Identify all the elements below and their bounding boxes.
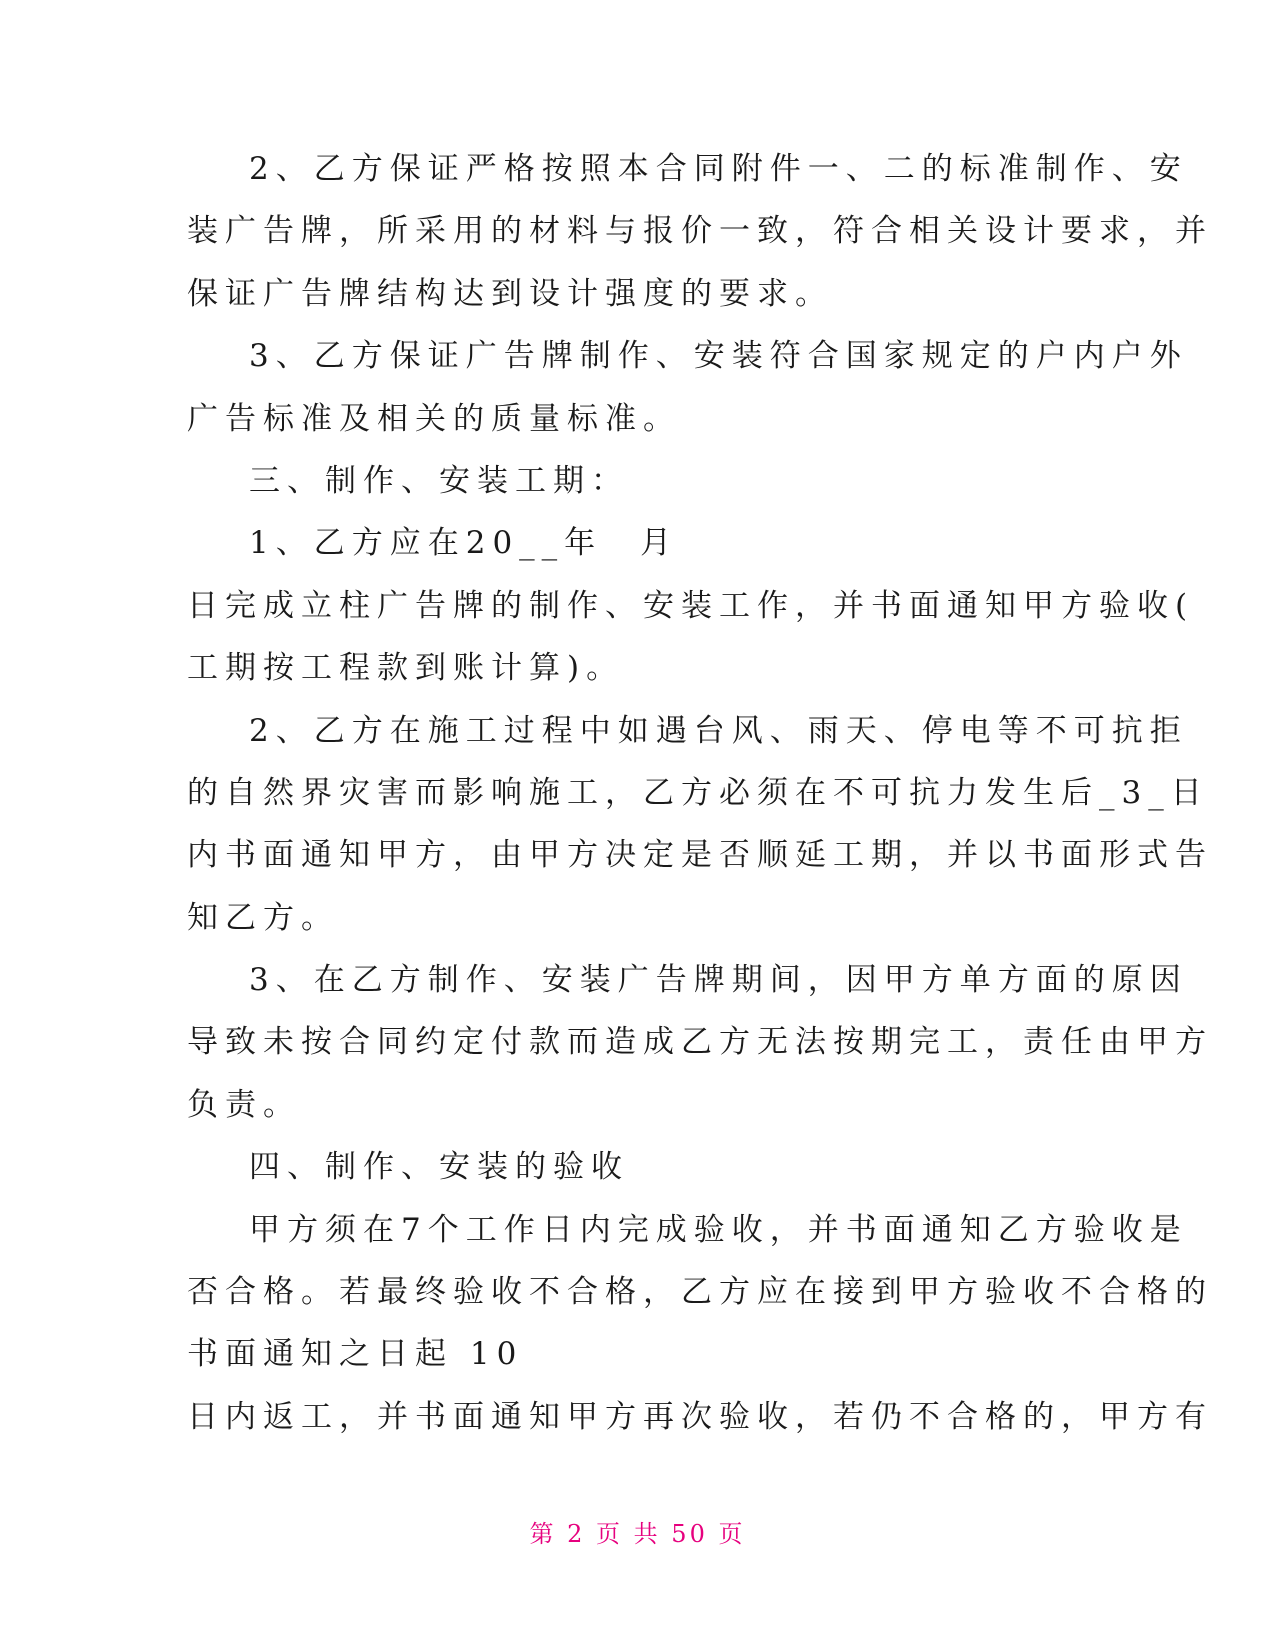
text-line: 1、乙方应在20__年 月	[249, 525, 679, 562]
text-line: 内书面通知甲方，由甲方决定是否顺延工期，并以书面形式告	[187, 837, 1213, 874]
text-line: 2、乙方保证严格按照本合同附件一、二的标准制作、安	[249, 151, 1188, 187]
text-line: 否合格。若最终验收不合格，乙方应在接到甲方验收不合格的	[187, 1274, 1213, 1311]
page-number-footer: 第 2 页 共 50 页	[529, 1520, 746, 1548]
text-line: 书面通知之日起 10	[187, 1336, 524, 1373]
text-line: 广告标准及相关的质量标准。	[187, 400, 681, 437]
text-line: 日内返工，并书面通知甲方再次验收，若仍不合格的，甲方有	[187, 1398, 1213, 1435]
text-line: 知乙方。	[187, 899, 339, 936]
text-line: 2、乙方在施工过程中如遇台风、雨天、停电等不可抗拒	[249, 712, 1188, 749]
text-line: 日完成立柱广告牌的制作、安装工作，并书面通知甲方验收(	[187, 587, 1195, 624]
text-line: 工期按工程款到账计算)。	[187, 650, 625, 687]
text-line: 装广告牌，所采用的材料与报价一致，符合相关设计要求，并	[187, 213, 1213, 250]
text-line: 负责。	[187, 1086, 301, 1123]
text-line: 甲方须在7个工作日内完成验收，并书面通知乙方验收是	[249, 1211, 1188, 1248]
text-line: 3、在乙方制作、安装广告牌期间，因甲方单方面的原因	[249, 962, 1188, 999]
text-line: 保证广告牌结构达到设计强度的要求。	[187, 275, 833, 312]
section-heading: 三、制作、安装工期：	[249, 462, 629, 499]
text-line: 导致未按合同约定付款而造成乙方无法按期完工，责任由甲方	[187, 1024, 1213, 1061]
document-body	[187, 138, 1213, 1448]
text-line: 3、乙方保证广告牌制作、安装符合国家规定的户内户外	[249, 338, 1188, 375]
section-heading: 四、制作、安装的验收	[249, 1149, 629, 1186]
text-line: 的自然界灾害而影响施工，乙方必须在不可抗力发生后_3_日	[187, 774, 1209, 811]
